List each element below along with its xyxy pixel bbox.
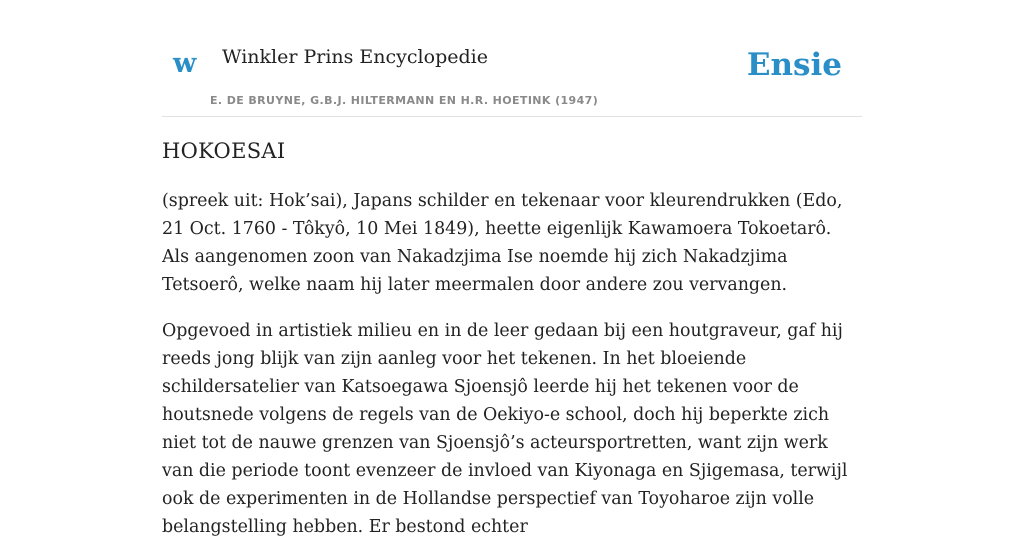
site-header — [162, 0, 862, 117]
ensie-brand-logo[interactable]: Ensie — [746, 47, 842, 83]
article-headword: HOKOESAI — [162, 139, 286, 163]
article-body — [162, 138, 862, 559]
publication-authors: E. DE BRUYNE, G.B.J. HILTERMANN EN H.R. HOETINK (1947) — [210, 94, 599, 107]
article-paragraph: Opgevoed in artistiek milieu en in de leer gedaan bij een houtgraveur, gaf hij reeds jong blijk van zijn aanleg voor het tekenen. In het bloeiende schildersatelier van Katsoegawa Sjoensjô leerde hij het tekenen voor de houtsnede volgens de regels van de Oekiyo-e school, doch hij beperkte zich niet tot de nauwe grenzen van Sjoensjô’s acteursportretten, want zijn werk van die periode toont evenzeer de invloed van Kiyonaga en Sjigemasa, terwijl ook de experimenten in de Hollandse perspectief van Toyoharoe zijn volle belangstelling hebben. Er bestond echter — [162, 321, 848, 538]
publication-logo-icon[interactable]: w — [173, 48, 197, 79]
publication-title[interactable]: Winkler Prins Encyclopedie — [222, 46, 488, 68]
article-paragraph: (spreek uit: Hok’sai), Japans schilder en tekenaar voor kleurendrukken (Edo, 21 Oct. 1760 - Tôkyô, 10 Mei 1849), heette eigenlijk Kawamoera Tokoetarô. Als aangenomen zoon van Nakadzjima Ise noemde hij zich Nakadzjima Tetsoerô, welke naam hij later meermalen door andere zou vervangen. — [162, 191, 843, 296]
